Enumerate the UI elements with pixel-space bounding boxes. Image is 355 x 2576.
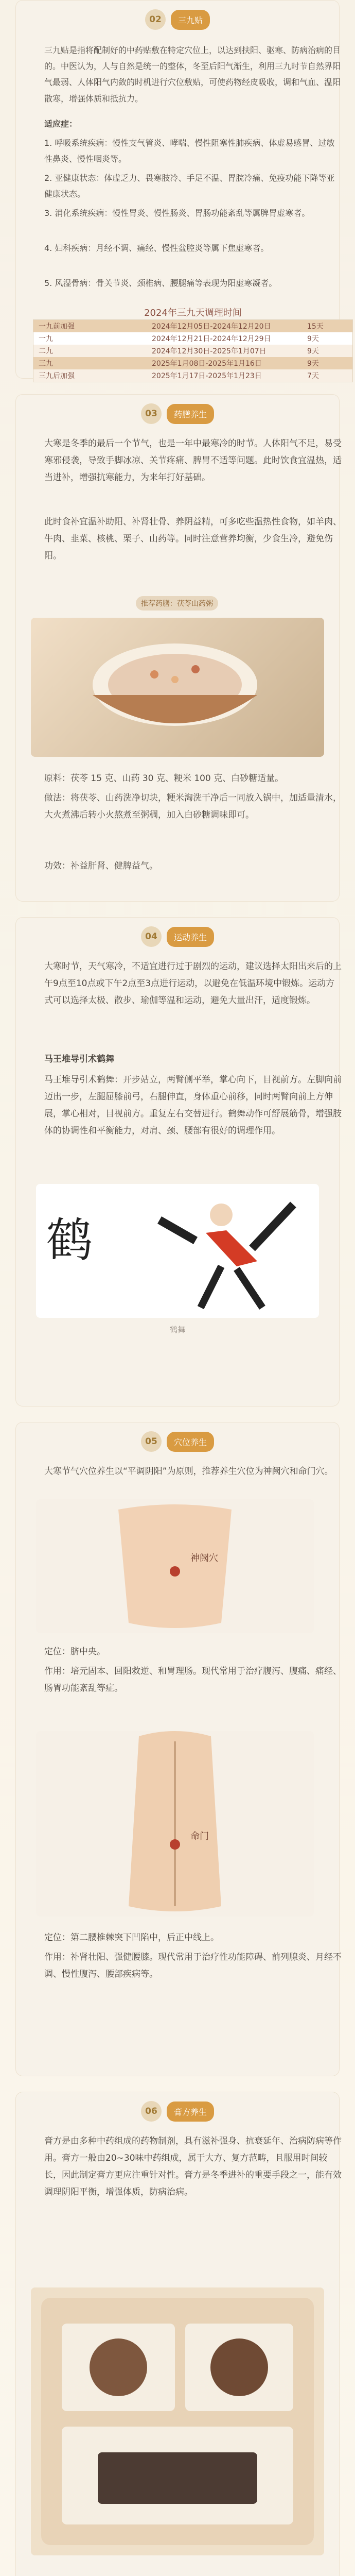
shenque-effect: 作用：培元固本、回阳救逆、和胃理肠。现代常用于治疗腹泻、腹痛、痛经、肠胃功能紊乱等症。: [44, 1666, 342, 1694]
table-cell: 三九后加强: [39, 372, 75, 380]
table-cell: 一九前加强: [39, 323, 75, 331]
porridge-bowl-icon: [31, 618, 324, 757]
exercise-caption: 鹤舞: [169, 1325, 185, 1334]
table-cell: 三九: [39, 360, 53, 368]
exercise-title: 马王堆导引术鹤舞: [44, 1054, 114, 1064]
table-cell: 7天: [307, 372, 319, 380]
section-tag-03: 药膳养生: [167, 404, 214, 424]
section-card-04: [15, 917, 340, 1406]
table-row: [33, 332, 352, 345]
table-cell: 2024年12月30日-2025年1月07日: [152, 347, 267, 355]
recipe-photo: [31, 618, 324, 757]
dancer-icon: [36, 1184, 319, 1318]
exercise-description: 马王堆导引术鹤舞：开步站立，两臂侧平举，掌心向下，目视前方。左脚向前迈出一步，左腿屈膝前弓，右腿伸直，身体重心前移，同时两臂向前上方伸展，掌心相对，目视前方。重复左右交替进行。鹤舞动作可舒展筋骨，增强肢体的协调性和平衡能力，对肩、颈、腰部有很好的调理作用。: [44, 1075, 342, 1137]
mingmen-image: [36, 1731, 314, 1917]
section-03-paragraph-1: 大寒是冬季的最后一个节气，也是一年中最寒冷的时节。人体阳气不足，易受寒邪侵袭，导致手脚冰凉、关节疼痛、脾胃不适等问题。此时饮食宜温热，适当进补，增强抗寒能力，为来年打好基础。: [44, 438, 342, 483]
schedule-table: [33, 319, 353, 382]
shenque-image: [36, 1499, 314, 1633]
table-row: [33, 345, 352, 357]
section-card-05: [15, 1422, 340, 2076]
table-row: [33, 320, 352, 332]
herbal-paste-image: [31, 2287, 324, 2555]
table-cell: 一九: [39, 335, 53, 343]
recipe-ingredients: 原料：茯苓 15 克、山药 30 克、粳米 100 克、白砂糖适量。: [44, 773, 284, 784]
table-cell: 9天: [307, 360, 319, 368]
fit-item-1: 1. 呼吸系统疾病：慢性支气管炎、哮喘、慢性阻塞性肺疾病、体虚易感冒、过敏性鼻炎、慢性咽炎等。: [44, 138, 335, 164]
section-card-03: [15, 394, 340, 902]
back-icon: [36, 1731, 314, 1917]
table-row: [33, 369, 352, 382]
exercise-image: [36, 1184, 319, 1318]
section-06-paragraph: 膏方是由多种中药组成的药物制剂，具有滋补强身、抗衰延年、治病防病等作用。膏方一般由20~30味中药组成，属于大方、复方范畴，且服用时间较长，因此制定膏方更应注重针对性。膏方是冬季进补的重要手段之一，能有效调理阴阳平衡，增强体质，防病治病。: [44, 2136, 342, 2198]
section-03-paragraph-2: 此时食补宜温补助阳、补肾壮骨、养阴益精，可多吃些温热性食物，如羊肉、牛肉、韭菜、核桃、栗子、山药等。同时注意营养均衡，少食生冷，避免伤阳。: [44, 517, 342, 562]
recipe-effect: 功效：补益肝肾、健脾益气。: [44, 861, 158, 871]
section-number-05: 05: [141, 1431, 162, 1452]
ink-calligraphy-icon: 鹤: [46, 1213, 93, 1267]
section-card-02: [15, 0, 340, 379]
recipe-tag: 推荐药膳：茯苓山药粥: [136, 596, 218, 611]
table-cell: 2024年12月05日-2024年12月20日: [152, 323, 271, 331]
section-tag-04: 运动养生: [167, 927, 214, 947]
recipe-steps: 做法：将茯苓、山药洗净切块，粳米淘洗干净后一同放入锅中，加适量清水，大火煮沸后转小火熬煮至粥稠，加入白砂糖调味即可。: [44, 793, 342, 821]
table-title: 2024年三九天调理时间: [144, 308, 242, 318]
section-number-04: 04: [141, 926, 162, 947]
table-cell: 2024年12月21日-2024年12月29日: [152, 335, 271, 343]
mingmen-location: 定位：第二腰椎棘突下凹陷中，后正中线上。: [44, 1933, 219, 1943]
section-05-paragraph: 大寒节气穴位养生以“平调阴阳”为原则，推荐养生穴位为神阙穴和命门穴。: [44, 1466, 333, 1477]
section-02-fit-title: 适应症：: [44, 119, 78, 129]
table-cell: 15天: [307, 323, 324, 331]
abdomen-icon: [36, 1499, 314, 1633]
shenque-location: 定位：脐中央。: [44, 1647, 105, 1657]
section-tag-06: 膏方养生: [167, 2102, 214, 2122]
fit-item-2: 2. 亚健康状态：体虚乏力、畏寒肢冷、手足不温、胃脘冷痛、免疫功能下降等亚健康状态。: [44, 173, 335, 199]
table-cell: 二九: [39, 347, 53, 355]
section-04-paragraph: 大寒时节，天气寒冷，不适宜进行过于剧烈的运动，建议选择太阳出来后的上午9点至10点或下午2点至3点进行运动，以避免在低温环境中锻炼。运动方式可以选择太极、散步、瑜伽等温和运动，避免大量出汗，适度锻炼。: [44, 961, 342, 1006]
section-number-03: 03: [141, 403, 162, 424]
section-number-02: 02: [145, 9, 166, 30]
shenque-label: 神阙穴: [190, 1553, 218, 1564]
section-02-intro: 三九贴是指将配制好的中药贴敷在特定穴位上，以达到扶阳、驱寒、防病治病的目的。中医认为，人与自然是统一的整体，冬至后阳气渐生，利用三九时节自然界阳气最弱、人体阳气内敛的时机进行穴位敷贴，可使药物经皮吸收，调和气血、温阳散寒，增强体质和抵抗力。: [44, 45, 341, 104]
fit-item-5: 5. 风湿骨病：骨关节炎、颈椎病、腰腿痛等表现为阳虚寒凝者。: [44, 278, 277, 288]
table-row: [33, 357, 352, 369]
section-number-06: 06: [141, 2101, 162, 2122]
section-tag-02: 三九贴: [171, 10, 210, 30]
fit-item-4: 4. 妇科疾病：月经不调、痛经、慢性盆腔炎等属下焦虚寒者。: [44, 243, 269, 253]
table-cell: 2025年1月08日-2025年1月16日: [152, 360, 262, 368]
herbs-icon: [31, 2287, 324, 2555]
mingmen-effect: 作用：补肾壮阳、强健腰膝。现代常用于治疗性功能障碍、前列腺炎、月经不调、慢性腹泻、腰部疾病等。: [44, 1952, 342, 1980]
fit-item-3: 3. 消化系统疾病：慢性胃炎、慢性肠炎、胃肠功能紊乱等属脾胃虚寒者。: [44, 208, 310, 218]
section-card-06: [15, 2092, 340, 2576]
mingmen-label: 命门: [190, 1831, 209, 1842]
table-cell: 9天: [307, 347, 319, 355]
table-cell: 9天: [307, 335, 319, 343]
section-tag-05: 穴位养生: [167, 1432, 214, 1452]
table-cell: 2025年1月17日-2025年1月23日: [152, 372, 262, 380]
